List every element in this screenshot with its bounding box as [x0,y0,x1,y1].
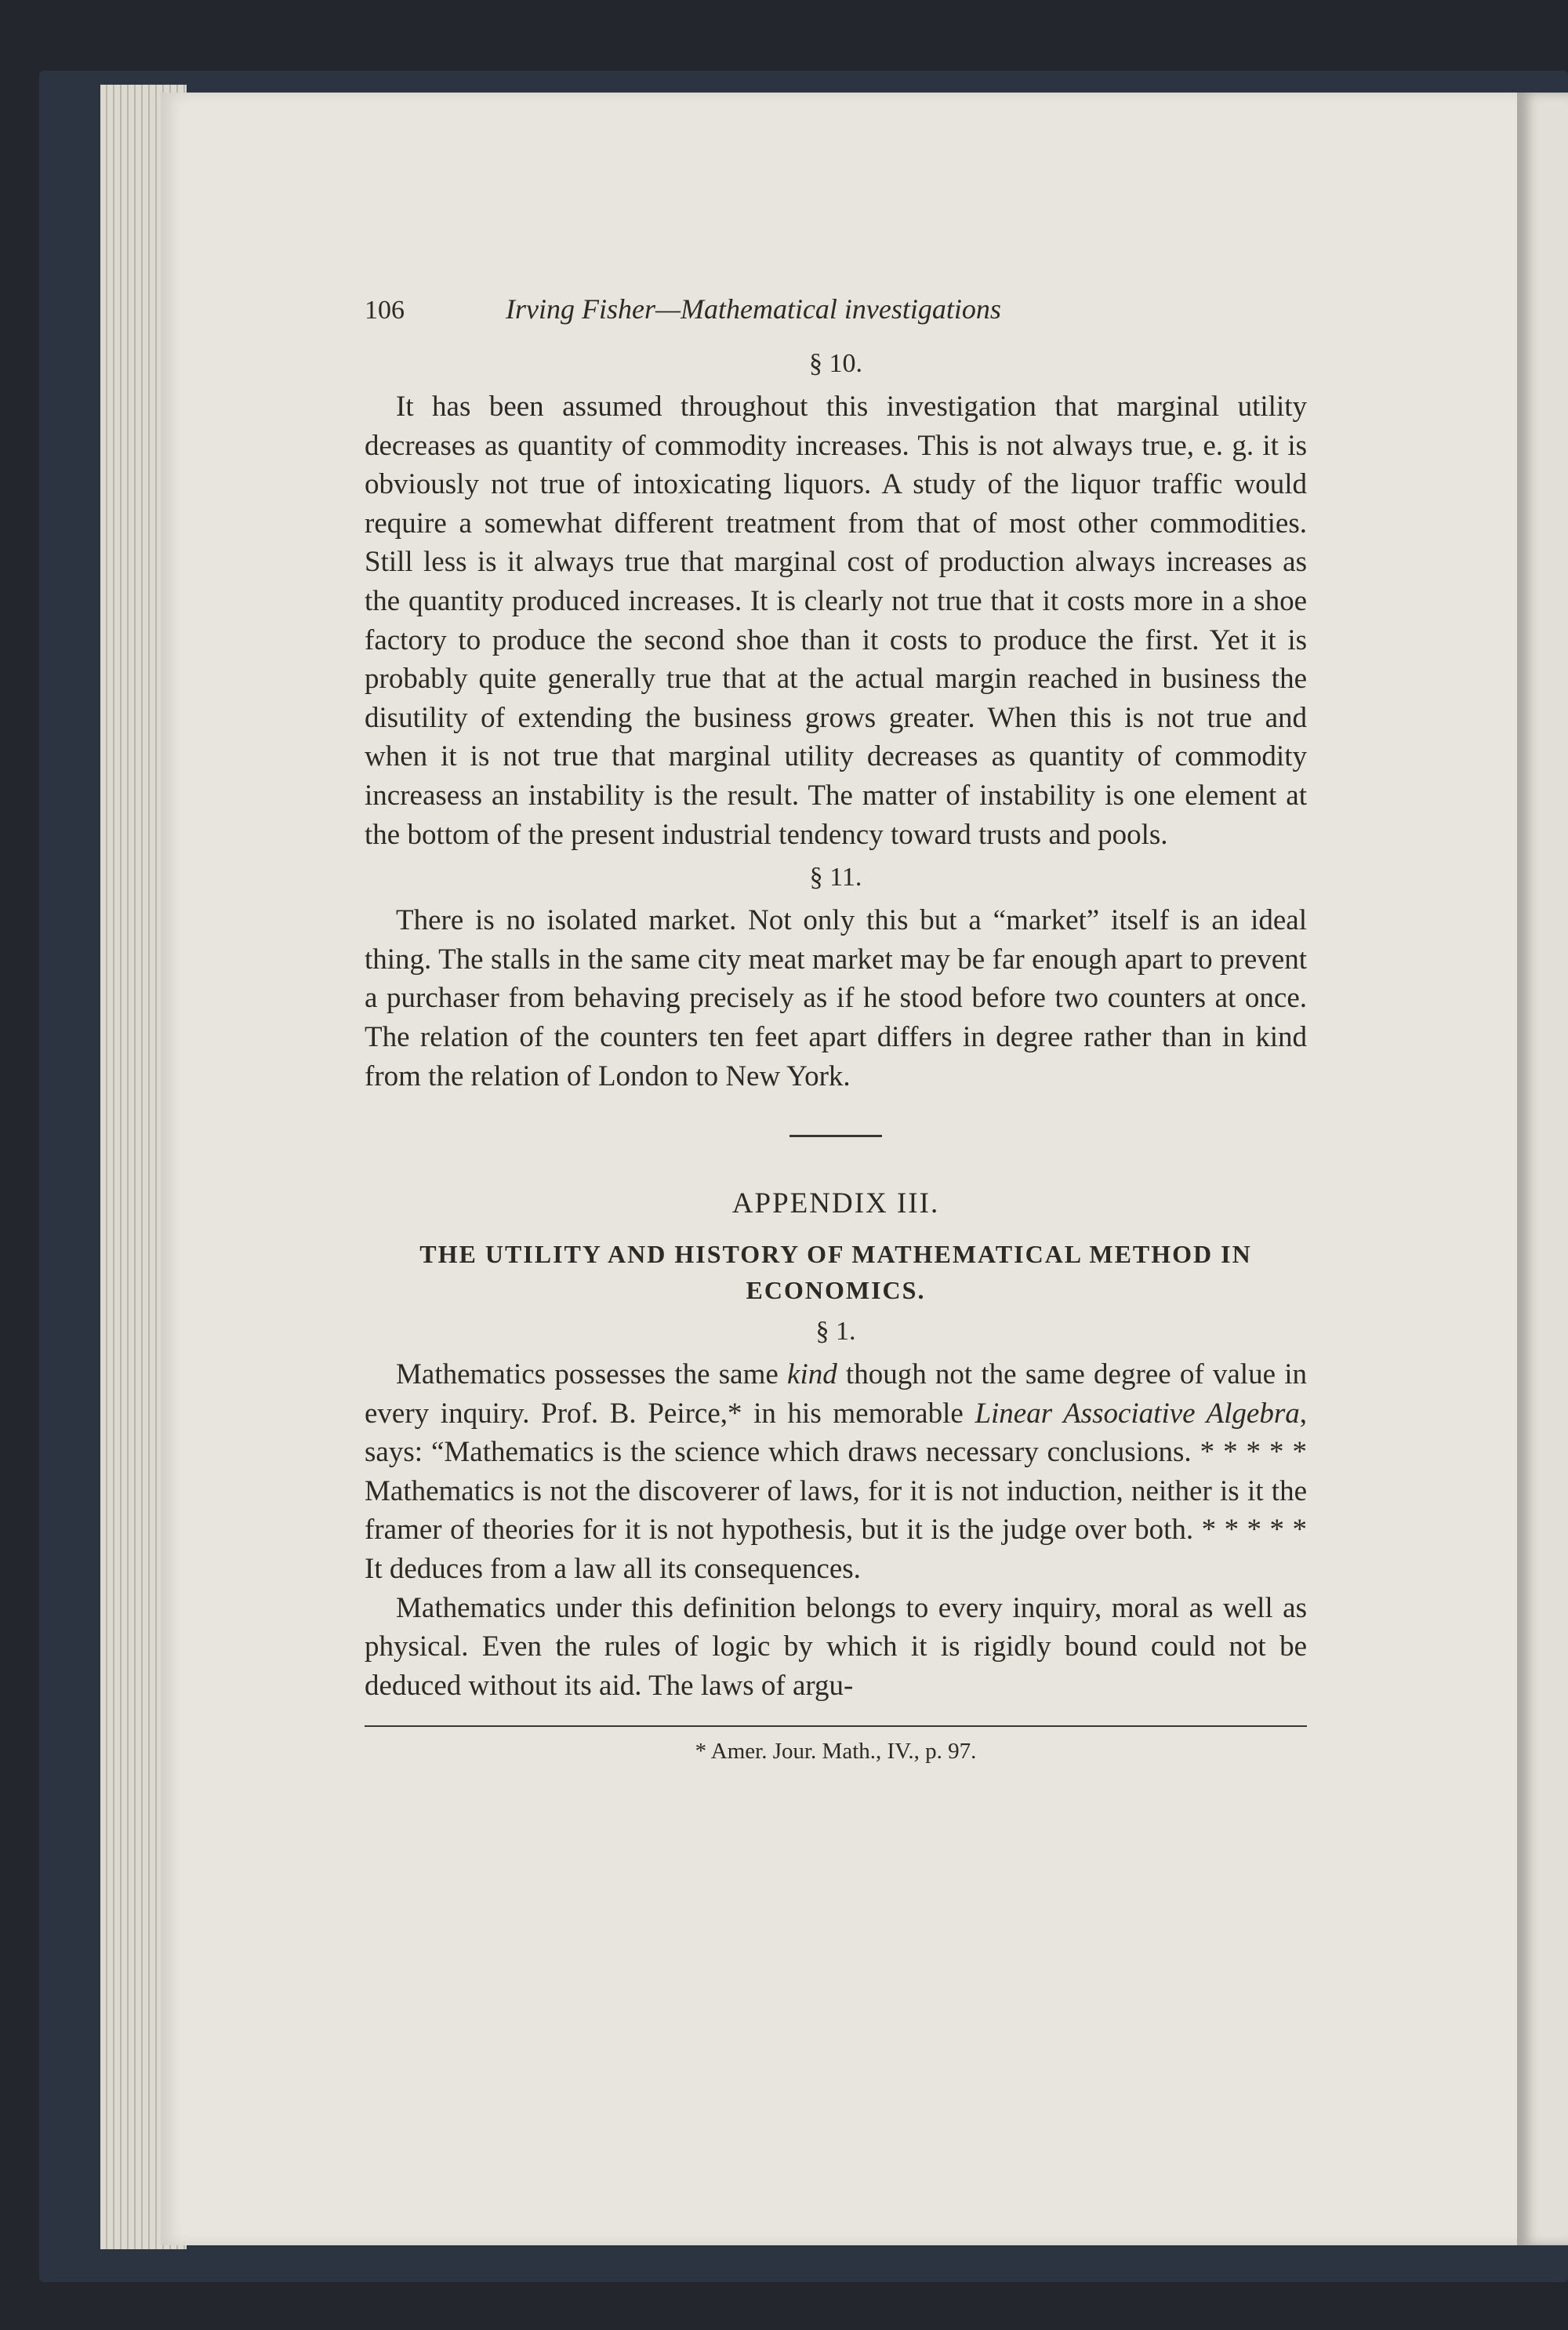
p1-text-b: though not the same degree of value in every inquiry. Prof. B. Peirce,* in his memorable [365,1358,1307,1430]
running-head [365,290,1307,337]
p1-book-title: Linear Associative Algebra [975,1397,1300,1430]
footnote-rule [365,1725,1307,1727]
section-10-paragraph: It has been assumed throughout this investigation that marginal utility decreases as quantity of commodity increases. This is not always true, e. g. it is obviously not true of intoxicating liquors. A study of the liquor traffic would require a somewhat different treatment from that of most other commodities. Still less is it always true that marginal cost of production always increases as the quantity produced increases. It is clearly not true that it costs more in a shoe factory to produce the second shoe than it costs to produce the first. Yet it is probably quite generally true that at the actual margin reached in business the disutility of extending the business grows greater. When this is not true and when it is not true that marginal utility decreases as quantity of commodity increasess an instability is the result. The matter of instability is one element at the bottom of the present industrial tendency toward trusts and pools. [365,391,1307,851]
p1-text-a: Mathematics possesses the same [396,1358,788,1391]
appendix-paragraph-1 [365,1355,1307,1589]
section-11-heading: § 11. [809,863,862,892]
footnote: * Amer. Jour. Math., IV., p. 97. [695,1739,977,1765]
page-number: 106 [365,296,405,325]
appendix-heading: APPENDIX III. [731,1187,940,1220]
appendix-section-1-heading: § 1. [815,1317,856,1347]
appendix-title: THE UTILITY AND HISTORY OF MATHEMATICAL METHOD IN ECONOMICS. [419,1240,1252,1305]
appendix-paragraph-2: Mathematics under this definition belongs to every inquiry, moral as well as physical. Even the rules of logic by which it is rigidly bound could not be deduced without its aid. The laws of argu- [365,1591,1307,1702]
facing-page-edge [1517,93,1568,2245]
section-11-paragraph: There is no isolated market. Not only this but a “market” itself is an ideal thing. The stalls in the same city meat market may be far enough apart to prevent a purchaser from behaving precisely as if he stood before two counters at once. The relation of the counters ten feet apart differs in degree rather than in kind from the relation of London to New York. [365,904,1307,1092]
p1-text-c: , says: “Mathematics is the science which draws necessary conclusions. * * * * * Mathematics is not the discoverer of laws, for it is not induction, neither is it the framer of theories for it is not hypothesis, but it is the judge over both. * * * * * It deduces from a law all its consequences. [365,1397,1307,1586]
page-text [365,290,1307,1768]
section-divider [789,1135,882,1137]
p1-kind-italic: kind [787,1358,837,1391]
section-10-heading: § 10. [809,349,862,378]
running-title: Irving Fisher—Mathematical investigations [506,293,1001,325]
